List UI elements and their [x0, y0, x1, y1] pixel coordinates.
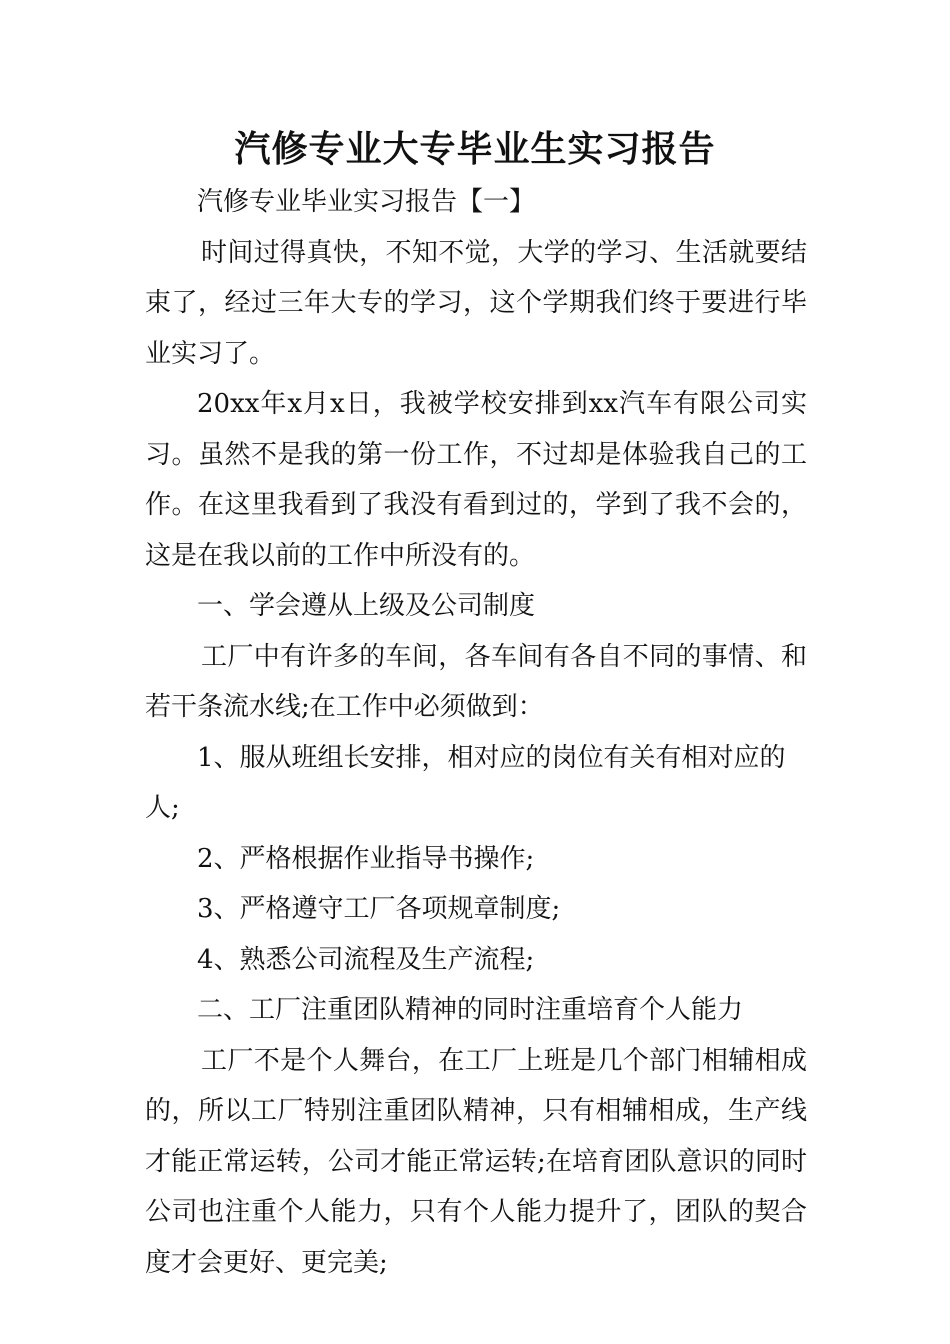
list-item: 4、熟悉公司流程及生产流程;: [197, 944, 535, 975]
paragraph: 工厂不是个人舞台，在工厂上班是几个部门相辅相成的，所以工厂特别注重团队精神，只有相辅相成，生产线才能正常运转，公司才能正常运转;在培育团队意识的同时公司也注重个人能力，只有个人能力提升了，团队的契合度才会更好、更完美;: [145, 1045, 807, 1278]
list-item: 2、严格根据作业指导书操作;: [197, 843, 535, 874]
paragraph: 时间过得真快，不知不觉，大学的学习、生活就要结束了，经过三年大专的学习，这个学期我们终于要进行毕业实习了。: [145, 237, 807, 369]
section-heading: 一、学会遵从上级及公司制度: [197, 591, 536, 621]
document-body: [145, 177, 807, 1288]
list-item: 1、服从班组长安排，相对应的岗位有关有相对应的人;: [145, 742, 786, 823]
section-heading: 二、工厂注重团队精神的同时注重培育个人能力: [197, 995, 744, 1025]
list-item: 3、严格遵守工厂各项规章制度;: [197, 894, 561, 924]
section-heading: 汽修专业毕业实习报告【一】: [197, 187, 536, 217]
document-title: 汽修专业大专毕业生实习报告: [234, 129, 716, 170]
paragraph: 20xx年x月x日，我被学校安排到xx汽车有限公司实习。虽然不是我的第一份工作，不过却是体验我自己的工作。在这里我看到了我没有看到过的，学到了我不会的，这是在我以前的工作中所没有的。: [145, 389, 807, 571]
paragraph: 工厂中有许多的车间，各车间有各自不同的事情、和若干条流水线;在工作中必须做到：: [145, 641, 807, 722]
